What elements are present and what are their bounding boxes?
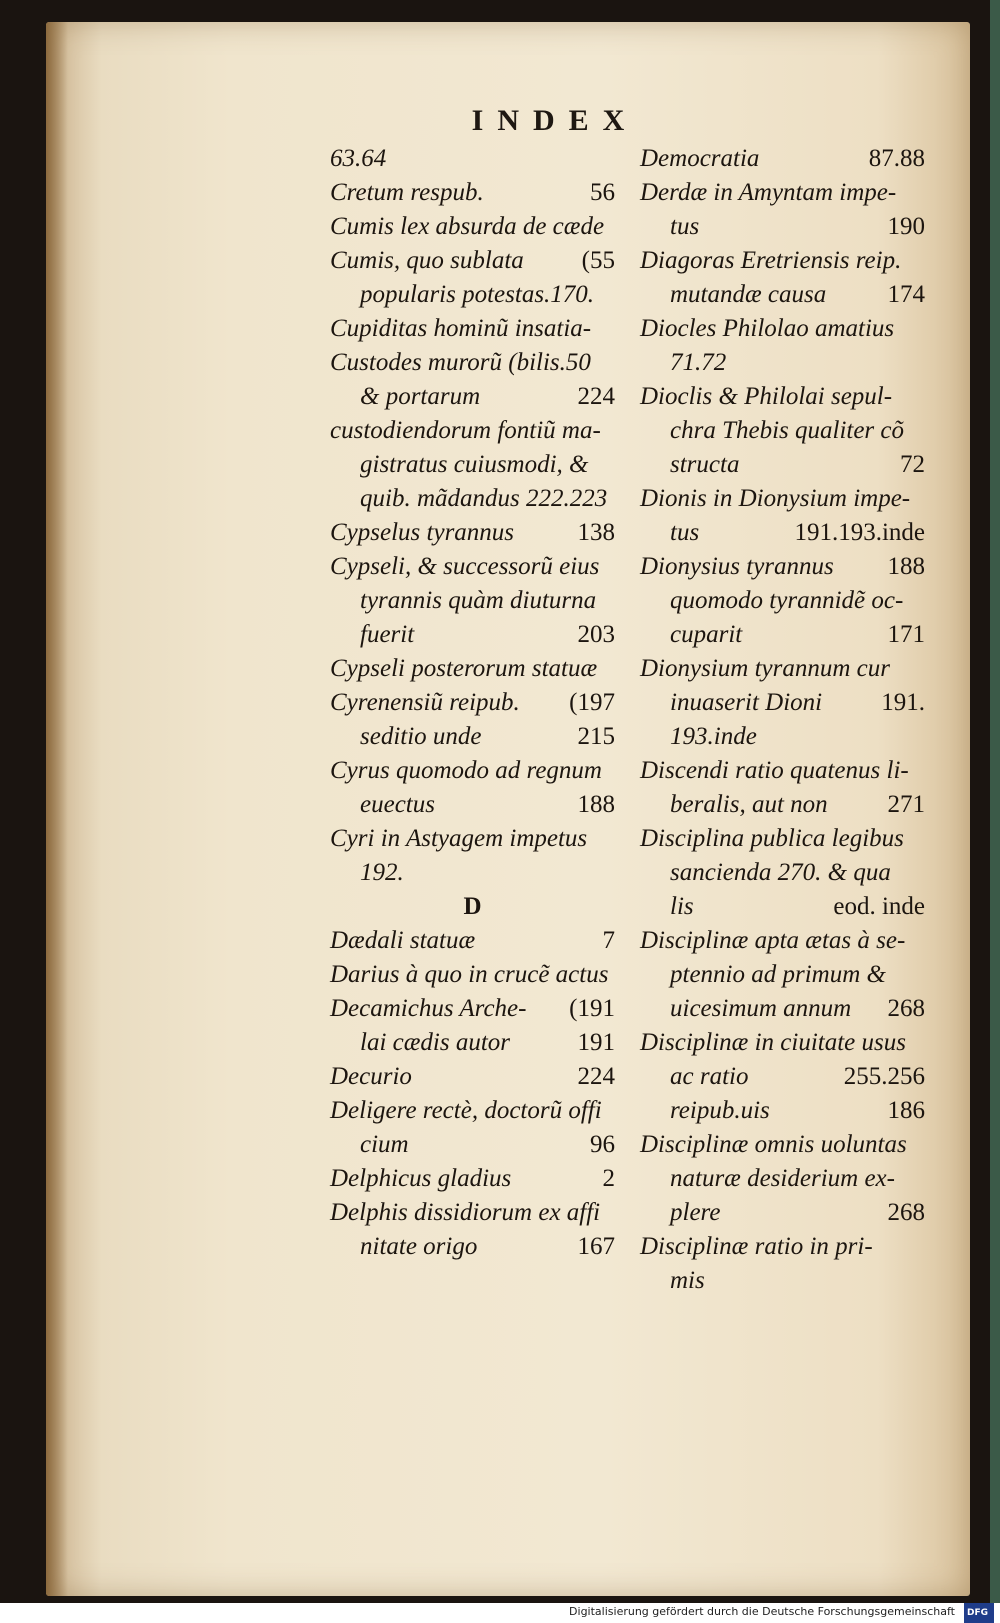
index-entry (640, 1264, 925, 1298)
index-entry (640, 550, 925, 584)
index-entry (640, 312, 925, 346)
index-entry (330, 992, 615, 1026)
index-entry-text: fuerit (360, 621, 415, 648)
index-entry-text: Cumis, quo sublata (330, 247, 524, 274)
index-entry (640, 720, 925, 754)
index-entry (640, 958, 925, 992)
index-entry-text: Custodes murorũ (bilis.50 (330, 349, 591, 376)
index-entry-text: Democratia (640, 145, 760, 172)
index-entry-text: Cumis lex absurda de cæde (330, 213, 605, 240)
index-entry (640, 992, 925, 1026)
index-entry-page: (55 (581, 247, 615, 274)
index-entry-page: 224 (577, 1063, 615, 1090)
index-entry-page: 215 (577, 723, 615, 750)
index-column-right (640, 142, 925, 1298)
index-entry-text: chra Thebis qualiter cõ (670, 417, 905, 444)
index-entry-text: tus (670, 519, 700, 546)
index-entry-page: (191 (569, 995, 615, 1022)
index-entry (640, 652, 925, 686)
index-entry-text: Dionis in Dionysium impe- (640, 485, 911, 512)
index-entry (640, 890, 925, 924)
section-letter (330, 890, 615, 924)
index-entry (330, 856, 615, 890)
index-entry (330, 448, 615, 482)
index-entry-text: Delphis dissidiorum ex affi (330, 1199, 601, 1226)
index-entry (640, 618, 925, 652)
index-entry-text: uicesimum annum (670, 995, 852, 1022)
index-entry-text: Dædali statuæ (330, 927, 476, 954)
index-entry (640, 1026, 925, 1060)
index-entry-text: reipub.uis (670, 1097, 770, 1124)
index-entry (640, 1162, 925, 1196)
index-entry (330, 482, 615, 516)
index-entry (330, 618, 615, 652)
index-entry (640, 176, 925, 210)
index-entry (330, 584, 615, 618)
index-entry-page: 224 (577, 383, 615, 410)
index-entry (640, 482, 925, 516)
index-entry-page: 87.88 (868, 145, 925, 172)
index-entry-text: Disciplinæ in ciuitate usus (640, 1029, 906, 1056)
index-entry-text: Dionysius tyrannus (640, 553, 834, 580)
index-entry-text: inuaserit Dioni (670, 689, 823, 716)
index-entry-text: euectus (360, 791, 435, 818)
index-entry-text: Disciplina publica legibus (640, 825, 904, 852)
index-entry (330, 686, 615, 720)
index-entry (330, 924, 615, 958)
index-entry-page: 191 (577, 1029, 615, 1056)
index-entry-text: Cyrenensiũ reipub. (330, 689, 520, 716)
dfg-logo: DFG (964, 1603, 994, 1623)
index-entry-page: 191.193.inde (794, 519, 925, 546)
index-entry (330, 244, 615, 278)
index-entry-text: seditio unde (360, 723, 482, 750)
index-entry-page: 191. (881, 689, 925, 716)
index-entry-text: sancienda 270. & qua (670, 859, 891, 886)
index-entry (330, 720, 615, 754)
index-entry (330, 958, 615, 992)
index-entry-text: Cupiditas hominũ insatia- (330, 315, 592, 342)
index-entry (330, 176, 615, 210)
index-entry-page: 271 (887, 791, 925, 818)
index-entry (640, 278, 925, 312)
index-entry-text: Discendi ratio quatenus li- (640, 757, 909, 784)
index-entry-text: Dionysium tyrannum cur (640, 655, 890, 682)
index-entry (330, 312, 615, 346)
index-entry (640, 1196, 925, 1230)
index-entry (640, 448, 925, 482)
index-entry-text: Deligere rectè, doctorũ offi (330, 1097, 602, 1124)
scan-edge-strip (990, 0, 1000, 1603)
index-entry-text: tus (670, 213, 700, 240)
index-title: INDEX (471, 104, 639, 137)
index-entry-text: Diagoras Eretriensis reip. (640, 247, 902, 274)
index-entry (330, 1026, 615, 1060)
index-entry (330, 754, 615, 788)
index-entry-text: Cretum respub. (330, 179, 484, 206)
index-entry (330, 516, 615, 550)
index-entry-text: ac ratio (670, 1063, 749, 1090)
index-entry-text: tyrannis quàm diuturna (360, 587, 597, 614)
index-entry (640, 380, 925, 414)
index-entry-page: 268 (887, 995, 925, 1022)
index-entry-text: plere (670, 1199, 721, 1226)
index-entry-page: 72 (900, 451, 925, 478)
index-entry-text: ptennio ad primum & (670, 961, 886, 988)
index-column-left (330, 142, 615, 1264)
index-entry (330, 210, 615, 244)
index-entry (330, 550, 615, 584)
index-entry (640, 822, 925, 856)
index-entry-text: Derdæ in Amyntam impe- (640, 179, 897, 206)
index-entry-page: 188 (887, 553, 925, 580)
index-entry-text: Disciplinæ apta ætas à se- (640, 927, 906, 954)
index-entry-text: Disciplinæ omnis uoluntas (640, 1131, 907, 1158)
index-entry-text: lai cædis autor (360, 1029, 511, 1056)
index-entry (640, 210, 925, 244)
index-entry (640, 516, 925, 550)
index-entry-text: 193.inde (670, 723, 757, 750)
index-entry-text: Cypseli posterorum statuæ (330, 655, 598, 682)
index-entry (640, 584, 925, 618)
index-entry-text: lis (670, 893, 694, 920)
index-entry (640, 856, 925, 890)
index-entry-text: 192. (360, 859, 404, 886)
index-entry-text: Diocles Philolao amatius (640, 315, 895, 342)
index-entry-page: (197 (569, 689, 615, 716)
index-entry (330, 414, 615, 448)
index-entry-text: cium (360, 1131, 409, 1158)
index-entry (640, 788, 925, 822)
index-entry-page: 268 (887, 1199, 925, 1226)
index-entry-text: gistratus cuiusmodi, & (360, 451, 589, 478)
index-entry-page: 167 (577, 1233, 615, 1260)
index-entry-page: 255.256 (843, 1063, 925, 1090)
index-entry (640, 686, 925, 720)
index-entry-text: custodiendorum fontiũ ma- (330, 417, 601, 444)
index-entry (640, 346, 925, 380)
index-entry (330, 380, 615, 414)
index-entry-text: Decurio (330, 1063, 412, 1090)
index-entry (640, 244, 925, 278)
index-entry-page: 2 (602, 1165, 615, 1192)
index-entry-text: quomodo tyrannidẽ oc- (670, 587, 904, 614)
index-entry-text: Dioclis & Philolai sepul- (640, 383, 893, 410)
index-entry (330, 788, 615, 822)
page-header (0, 104, 1000, 138)
index-entry (330, 142, 615, 176)
index-entry-text: 63.64 (330, 145, 387, 172)
index-entry (330, 1162, 615, 1196)
index-entry-page: 203 (577, 621, 615, 648)
index-entry-page: 174 (887, 281, 925, 308)
index-entry (640, 142, 925, 176)
index-entry-page: 7 (602, 927, 615, 954)
index-entry-text: Cypseli, & successorũ eius (330, 553, 600, 580)
index-entry-page: 190 (887, 213, 925, 240)
index-entry (640, 1128, 925, 1162)
index-entry-page: 96 (590, 1131, 615, 1158)
index-entry (640, 414, 925, 448)
index-entry (330, 1128, 615, 1162)
index-entry-text: 71.72 (670, 349, 727, 376)
index-entry (330, 652, 615, 686)
index-entry-text: Darius à quo in crucẽ actus (330, 961, 609, 988)
index-entry-text: structa (670, 451, 740, 478)
index-entry-text: Decamichus Arche- (330, 995, 527, 1022)
index-entry-text: nitate origo (360, 1233, 478, 1260)
index-entry-text: cuparit (670, 621, 743, 648)
index-entry (330, 278, 615, 312)
index-entry-text: popularis potestas.170. (360, 281, 595, 308)
index-entry-text: mutandæ causa (670, 281, 827, 308)
index-entry (330, 1094, 615, 1128)
index-entry (640, 754, 925, 788)
index-entry (330, 1060, 615, 1094)
index-entry-page: 171 (887, 621, 925, 648)
index-entry (640, 924, 925, 958)
index-entry-text: Disciplinæ ratio in pri- (640, 1233, 873, 1260)
index-entry-text: Delphicus gladius (330, 1165, 512, 1192)
index-entry-text: mis (670, 1267, 705, 1294)
index-entry-text: naturæ desiderium ex- (670, 1165, 895, 1192)
index-entry-text: Cypselus tyrannus (330, 519, 515, 546)
index-entry-page: 138 (577, 519, 615, 546)
index-entry (640, 1230, 925, 1264)
index-entry-page: 188 (577, 791, 615, 818)
index-entry (330, 822, 615, 856)
index-entry-text: Cyri in Astyagem impetus (330, 825, 588, 852)
index-entry (330, 346, 615, 380)
digitization-footer (0, 1603, 1000, 1621)
footer-credit-text: Digitalisierung gefördert durch die Deutsche Forschungsgemeinschaft (569, 1605, 955, 1618)
index-entry (640, 1094, 925, 1128)
index-entry-text: D (463, 893, 482, 920)
index-entry (330, 1196, 615, 1230)
index-entry-page: 56 (590, 179, 615, 206)
index-entry (640, 1060, 925, 1094)
index-entry-text: quib. mãdandus 222.223 (360, 485, 608, 512)
index-entry-text: & portarum (360, 383, 481, 410)
index-entry (330, 1230, 615, 1264)
index-entry-text: Cyrus quomodo ad regnum (330, 757, 602, 784)
page-spine-shadow (46, 22, 68, 1596)
index-entry-text: beralis, aut non (670, 791, 828, 818)
index-entry-page: eod. inde (833, 893, 925, 920)
index-entry-page: 186 (887, 1097, 925, 1124)
